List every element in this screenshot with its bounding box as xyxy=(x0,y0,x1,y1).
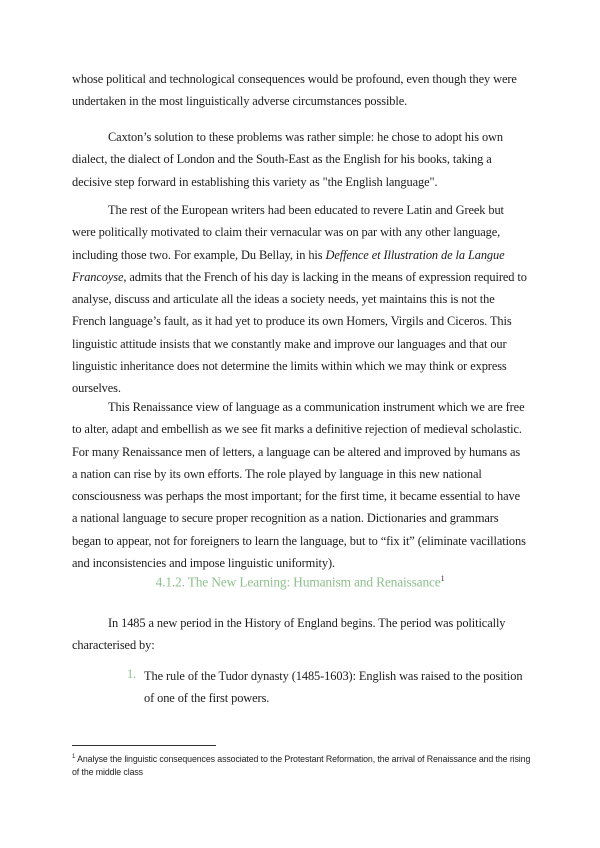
section-heading xyxy=(0,574,600,591)
list-number: 1. xyxy=(127,667,137,681)
paragraph-du-bellay-after: , admits that the French of his day is lacking in the means of expression required to analyse, discuss and articulate all the ideas a society needs, yet maintains this is not the French language’s fault, as it had yet to produce its own Homers, Virgils and Ciceros. This linguistic attitude insists that we constantly make and improve our languages and that our linguistic inheritance does not determine the limits within which we may think or express ourselves. xyxy=(72,269,527,396)
paragraph-du-bellay xyxy=(72,199,528,400)
footnote-marker: 1 xyxy=(72,754,76,760)
paragraph-renaissance-view: This Renaissance view of language as a communication instrument which we are free to alter, adapt and embellish as we see fit marks a definitive rejection of medieval scholastic. For many Renaissance men of letters, a language can be altered and improved by humans as a nation can rise by its own efforts. The role played by language in this new national consciousness was perhaps the most important; for the first time, it became essential to have a national language to secure proper recognition as a nation. Dictionaries and grammars began to appear, not for foreigners to learn the language, but to “fix it” (eliminate vacillations and inconsistencies and impose linguistic uniformity). xyxy=(72,400,526,571)
paragraph-du-bellay-before: The rest of the European writers had been educated to revere Latin and Greek but were politically motivated to claim their vernacular was on par with any other language, including those two. For example, Du Bellay, in his xyxy=(72,203,504,262)
footnote-text: Analyse the linguistic consequences associated to the Protestant Reformation, the arrival of Renaissance and the rising of the middle class xyxy=(72,753,531,777)
footnote-reference[interactable]: 1 xyxy=(440,574,445,583)
footnote xyxy=(72,751,532,779)
paragraph-continuation: whose political and technological consequences would be profound, even though they were undertaken in the most linguistically adverse circumstances possible. xyxy=(72,72,517,109)
section-heading-text: 4.1.2. The New Learning: Humanism and Renaissance xyxy=(155,574,441,590)
list-item-tudor: The rule of the Tudor dynasty (1485-1603): English was raised to the position of one of the first powers. xyxy=(144,669,523,706)
paragraph-1485: In 1485 a new period in the History of England begins. The period was politically characterised by: xyxy=(72,616,506,653)
book-title: Deffence et Illustration de la Langue Francoyse xyxy=(72,247,505,284)
paragraph-caxton: Caxton’s solution to these problems was rather simple: he chose to adopt his own dialect, the dialect of London and the South-East as the English for his books, taking a decisive step forward in establishing this variety as "the English language". xyxy=(72,130,503,189)
footnote-separator xyxy=(72,745,216,746)
